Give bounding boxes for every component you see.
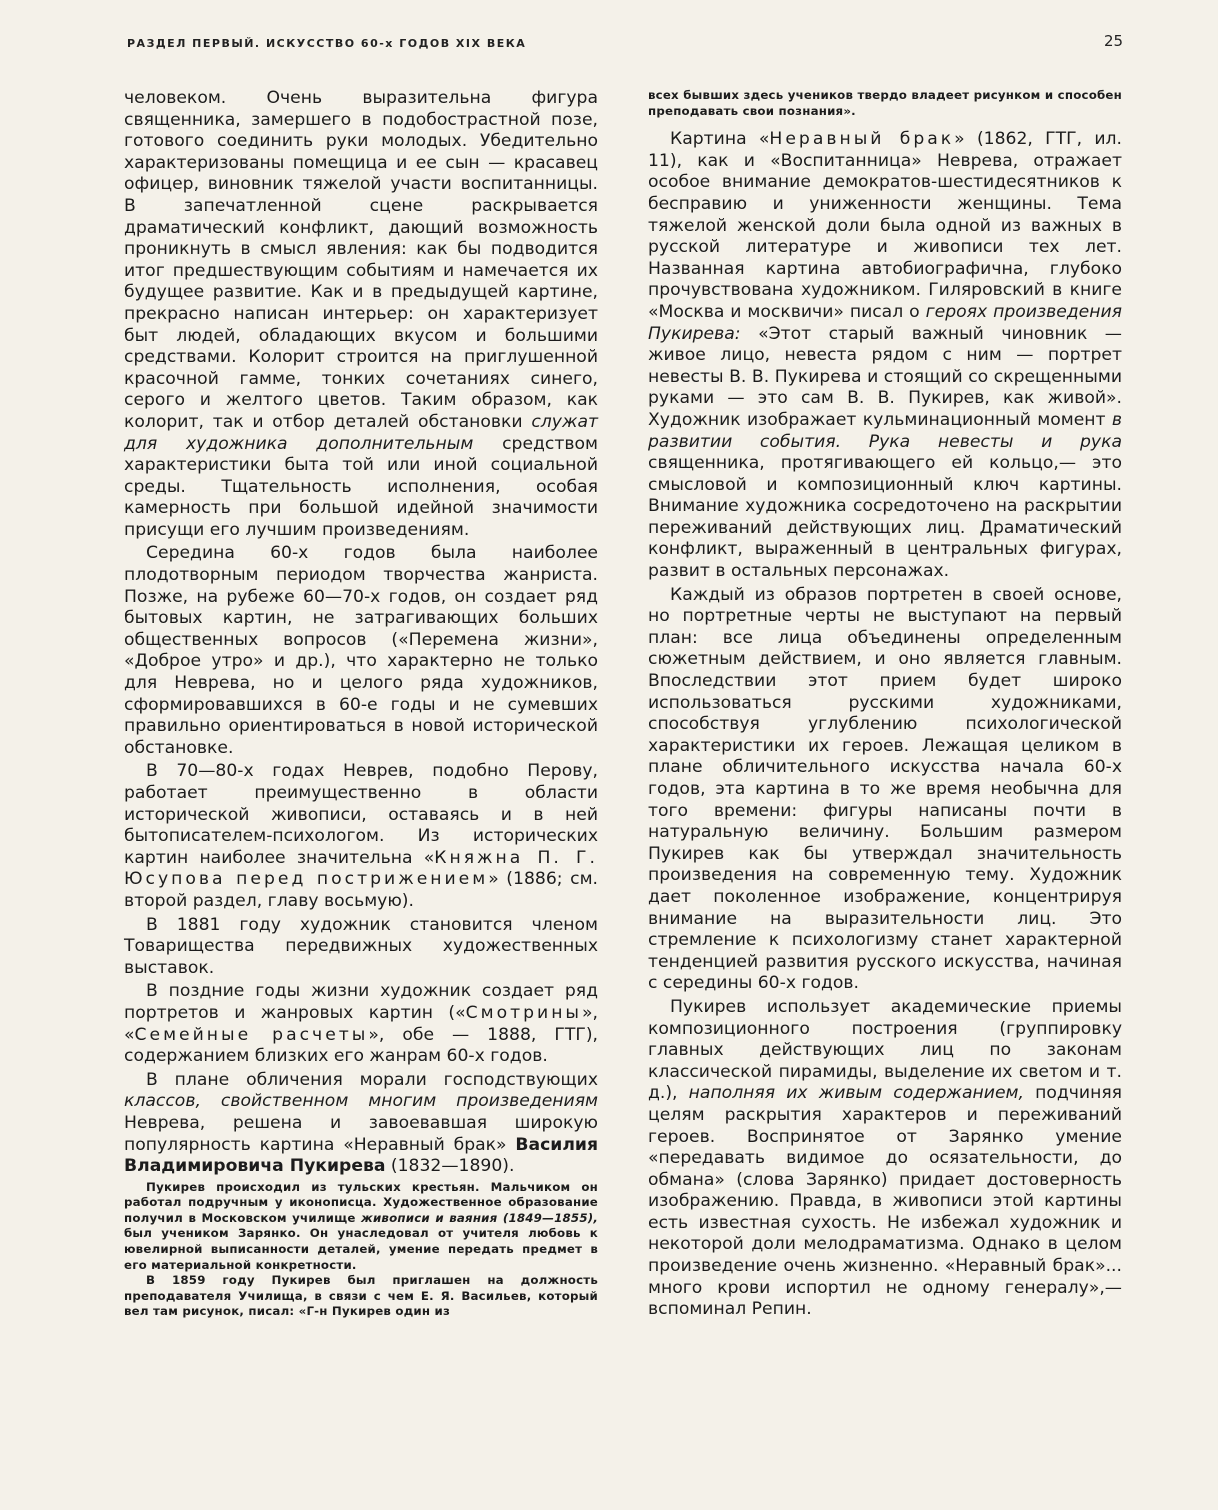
page-number: 25 — [1104, 32, 1124, 50]
right-column — [648, 88, 1122, 1321]
paragraph: В поздние годы жизни художник создает ряд портретов и жанровых картин («Смотрины», «Семейные расчеты», обе — 1888, ГТГ), содержанием близких его жанрам 60-х годов. — [124, 981, 598, 1067]
running-head: РАЗДЕЛ ПЕРВЫЙ. ИСКУССТВО 60-х ГОДОВ XIX ВЕКА — [127, 37, 527, 50]
paragraph: Середина 60-х годов была наиболее плодотворным периодом творчества жанриста. Позже, на рубеже 60—70-х годов, он создает ряд бытовых картин, не затрагивающих больших общественных вопросов («Перемена жизни», «Доброе утро» и др.), что характерно не только для Неврева, но и целого ряда художников, сформировавшихся в 60-е годы и не сумевших правильно ориентироваться в новой исторической обстановке. — [124, 543, 598, 758]
note-paragraph: В 1859 году Пукирев был приглашен на должность преподавателя Училища, в связи с чем Е. Я. Васильев, который вел там рисунок, писал: «Г-н Пукирев один из — [124, 1273, 598, 1319]
paragraph: В 1881 году художник становится членом Товарищества передвижных художественных выставок. — [124, 914, 598, 978]
paragraph: В плане обличения морали господствующих классов, свойственном многим произведениям Неврева, решена и завоевавшая широкую популярность картина «Неравный брак» Василия Владимировича Пукирева (1832—1890). — [124, 1069, 598, 1177]
paragraph: В 70—80-х годах Неврев, подобно Перову, работает преимущественно в области исторической живописи, оставаясь и в ней бытописателем-психологом. Из исторических картин наиболее значительна «Княжна П. Г. Юсупова перед пострижением» (1886; см. второй раздел, главу восьмую). — [124, 761, 599, 911]
paragraph: Картина «Неравный брак» (1862, ГТГ, ил. 11), как и «Воспитанница» Неврева, отражает особое внимание демократов-шестидесятников к бесправию и униженности женщины. Тема тяжелой женской доли была одной из важных в русской литературе и живописи тех лет. Названная картина автобиографична, глубоко прочувствована художником. Гиляровский в книге «Москва и москвичи» писал о героях произведения Пукирева: «Этот старый важный чиновник — живое лицо, невеста рядом с ним — портрет невесты В. В. Пукирева и стоящий со скрещенными руками — это сам В. В. Пукирев, как живой». Художник изображает кульминационный момент в развитии события. Рука невесты и рука священника, протягивающего ей кольцо,— это смысловой и композиционный ключ картины. Внимание художника сосредоточено на раскрытии переживаний действующих лиц. Драматический конфликт, выраженный в центральных фигурах, развит в остальных персонажах. — [648, 129, 1122, 582]
note-paragraph: всех бывших здесь учеников твердо владеет рисунком и способен преподавать свои познания». — [648, 88, 1122, 118]
note-paragraph: Пукирев происходил из тульских крестьян. Мальчиком он работал подручным у иконописца. Художественное образование получил в Московском училище живописи и ваяния (1849—1855), был учеником Зарянко. Он унаследовал от учителя любовь к ювелирной выписанности деталей, умение передать предмет в его материальной конкретности. — [124, 1179, 598, 1272]
paragraph: Каждый из образов портретен в своей основе, но портретные черты не выступают на первый план: все лица объединены определенным сюжетным действием, и оно является главным. Впоследствии этот прием будет широко использоваться русскими художниками, способствуя углублению психологической характеристики их героев. Лежащая целиком в плане обличительного искусства начала 60-х годов, эта картина в то же время необычна для того времени: фигуры написаны почти в натуральную величину. Большим размером Пукирев как бы утверждал значительность произведения на современную тему. Художник дает поколенное изображение, концентрируя внимание на выразительности лиц. Это стремление к психологизму станет характерной тенденцией развития русского искусства, начиная с середины 60-х годов. — [648, 584, 1122, 994]
paragraph: Пукирев использует академические приемы композиционного построения (группировку главных действующих лиц по законам классической пирамиды, выделение их светом и т. д.), наполняя их живым содержанием, подчиняя целям раскрытия характеров и переживаний героев. Воспринятое от Зарянко умение «передавать видимое до осязательности, до обмана» (слова Зарянко) придает достоверность изображению. Правда, в живописи этой картины есть известная сухость. Не избежал художник и некоторой доли мелодраматизма. Однако в целом произведение очень жизненно. «Неравный брак»... много крови испортил не одному генералу»,— вспоминал Репин. — [648, 996, 1122, 1320]
paragraph: человеком. Очень выразительна фигура священника, замершего в подобострастной позе, готового соединить руки молодых. Убедительно характеризованы помещица и ее сын — красавец офицер, виновник тяжелой участи воспитанницы. В запечатленной сцене раскрывается драматический конфликт, дающий возможность проникнуть в смысл явления: как бы подводится итог предшествующим событиям и намечается их будущее развитие. Как и в предыдущей картине, прекрасно написан интерьер: он характеризует быт людей, обладающих вкусом и большими средствами. Колорит строится на приглушенной красочной гамме, тонких сочетаниях синего, серого и желтого цветов. Таким образом, как колорит, так и отбор деталей обстановки служат для художника дополнительным средством характеристики быта той или иной социальной среды. Тщательность исполнения, особая камерность при большой идейной значимости присущи его лучшим произведениям. — [124, 88, 598, 540]
left-column — [124, 88, 598, 1320]
